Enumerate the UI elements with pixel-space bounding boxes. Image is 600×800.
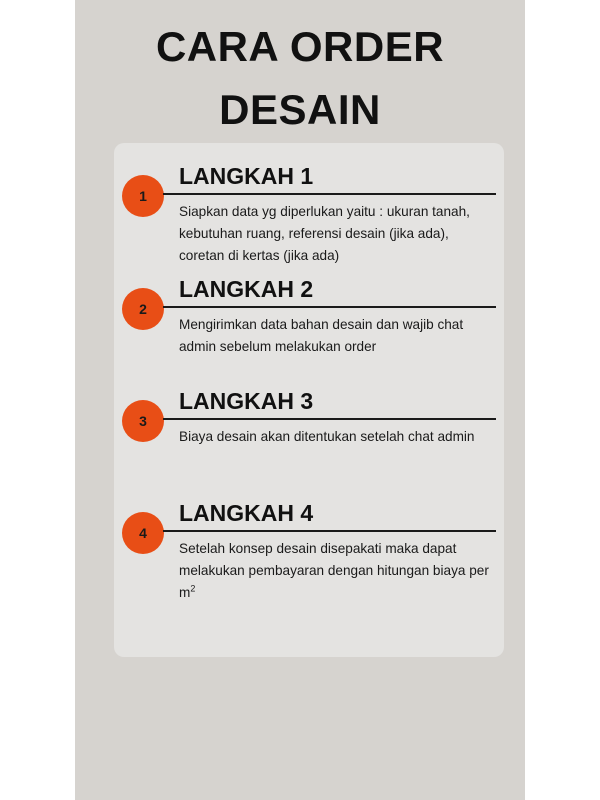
step-heading: LANGKAH 1 [179,163,314,189]
step-divider [163,306,496,308]
step-divider [163,418,496,420]
step-number-badge: 1 [122,175,164,217]
step-heading: LANGKAH 4 [179,500,314,526]
step-heading: LANGKAH 3 [179,388,314,414]
step-description: Biaya desain akan ditentukan setelah chat admin [179,429,475,444]
step-divider [163,530,496,532]
step-description: Mengirimkan data bahan desain dan wajib chat admin sebelum melakukan order [179,317,464,354]
page-title [75,15,525,141]
page-title-line-2: DESAIN [219,86,381,133]
step-number-badge: 2 [122,288,164,330]
step-description: Siapkan data yg diperlukan yaitu : ukuran tanah, kebutuhan ruang, referensi desain (jika ada), coretan di kertas (jika ada) [179,204,470,263]
step-description-superscript: 2 [190,583,196,594]
page-title-line-1: CARA ORDER [155,23,445,70]
step-number-badge: 3 [122,400,164,442]
step-number-badge: 4 [122,512,164,554]
steps-card [114,143,504,657]
step-description-body: Setelah konsep desain disepakati maka dapat melakukan pembayaran dengan hitungan biaya per m [179,541,489,600]
step-description [179,538,489,604]
step-heading: LANGKAH 2 [179,276,314,302]
poster [75,0,525,800]
step-divider [163,193,496,195]
